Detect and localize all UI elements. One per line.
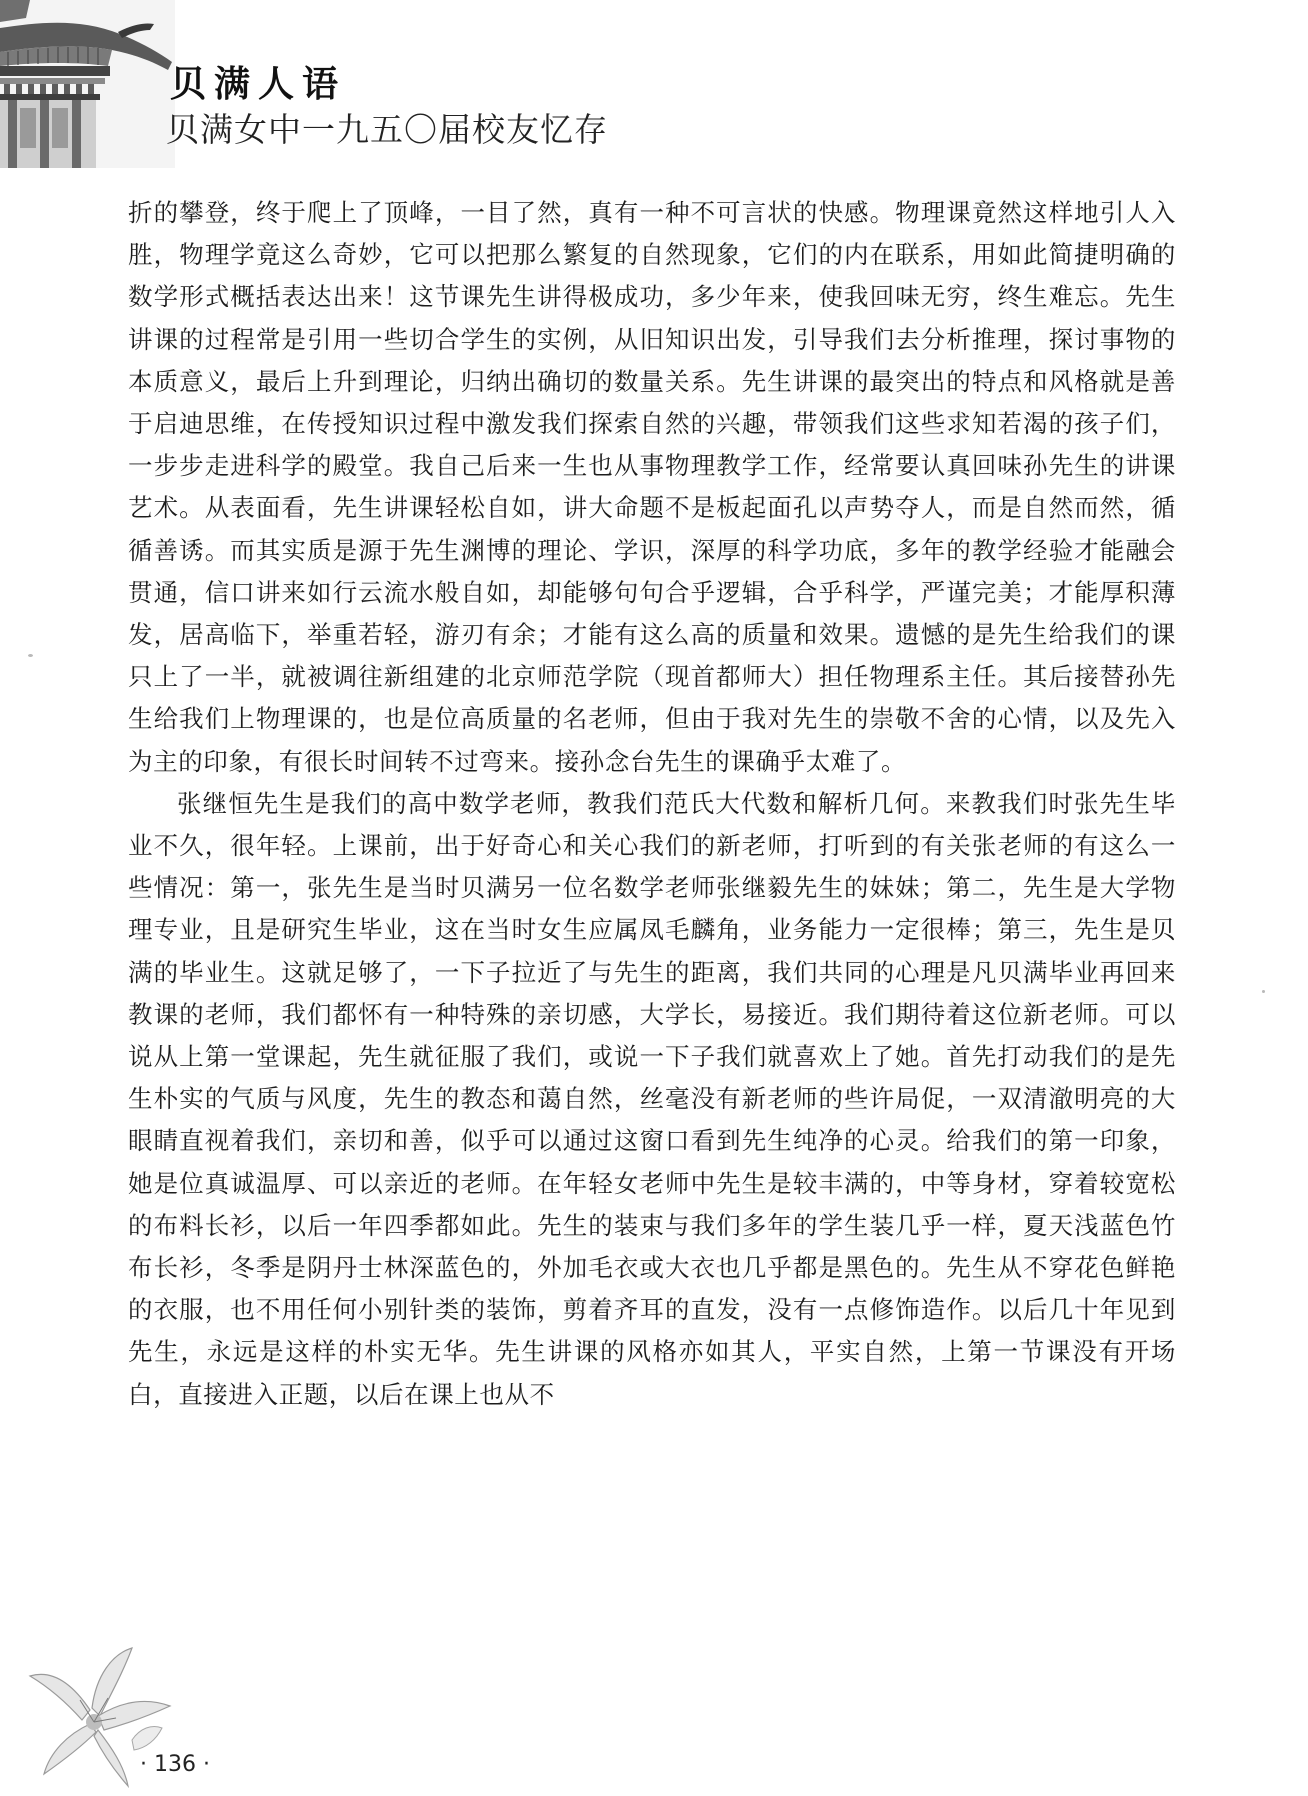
scan-speck bbox=[1262, 990, 1265, 993]
paragraph-2: 张继恒先生是我们的高中数学老师，教我们范氏大代数和解析几何。来教我们时张先生毕业不久，很年轻。上课前，出于好奇心和关心我们的新老师，打听到的有关张老师的有这么一些情况：第一，张先生是当时贝满另一位名数学老师张继毅先生的妹妹；第二，先生是大学物理专业，且是研究生毕业，这在当时女生应属凤毛麟角，业务能力一定很棒；第三，先生是贝满的毕业生。这就足够了，一下子拉近了与先生的距离，我们共同的心理是凡贝满毕业再回来教课的老师，我们都怀有一种特殊的亲切感，大学长，易接近。我们期待着这位新老师。可以说从上第一堂课起，先生就征服了我们，或说一下子我们就喜欢上了她。首先打动我们的是先生朴实的气质与风度，先生的教态和蔼自然，丝毫没有新老师的些许局促，一双清澈明亮的大眼睛直视着我们，亲切和善，似乎可以通过这窗口看到先生纯净的心灵。给我们的第一印象，她是位真诚温厚、可以亲近的老师。在年轻女老师中先生是较丰满的，中等身材，穿着较宽松的布料长衫，以后一年四季都如此。先生的装束与我们多年的学生装几乎一样，夏天浅蓝色竹布长衫，冬季是阴丹士林深蓝色的，外加毛衣或大衣也几乎都是黑色的。先生从不穿花色鲜艳的衣服，也不用任何小别针类的装饰，剪着齐耳的直发，没有一点修饰造作。以后几十年见到先生，永远是这样的朴实无华。先生讲课的风格亦如其人，平实自然，上第一节课没有开场白，直接进入正题，以后在课上也从不 bbox=[128, 788, 1176, 1409]
series-title: 贝满人语 bbox=[170, 64, 347, 105]
book-title: 贝满女中一九五〇届校友忆存 bbox=[166, 110, 608, 149]
page-number: · 136 · bbox=[140, 1752, 210, 1777]
page-header bbox=[0, 0, 1308, 170]
paragraph-1: 折的攀登，终于爬上了顶峰，一目了然，真有一种不可言状的快感。物理课竟然这样地引人入胜，物理学竟这么奇妙，它可以把那么繁复的自然现象，它们的内在联系，用如此简捷明确的数学形式概括表达出来！这节课先生讲得极成功，多少年来，使我回味无穷，终生难忘。先生讲课的过程常是引用一些切合学生的实例，从旧知识出发，引导我们去分析推理，探讨事物的本质意义，最后上升到理论，归纳出确切的数量关系。先生讲课的最突出的特点和风格就是善于启迪思维，在传授知识过程中激发我们探索自然的兴趣，带领我们这些求知若渴的孩子们，一步步走进科学的殿堂。我自己后来一生也从事物理教学工作，经常要认真回味孙先生的讲课艺术。从表面看，先生讲课轻松自如，讲大命题不是板起面孔以声势夺人，而是自然而然，循循善诱。而其实质是源于先生渊博的理论、学识，深厚的科学功底，多年的教学经验才能融会贯通，信口讲来如行云流水般自如，却能够句句合乎逻辑，合乎科学，严谨完美；才能厚积薄发，居高临下，举重若轻，游刃有余；才能有这么高的质量和效果。遗憾的是先生给我们的课只上了一半，就被调往新组建的北京师范学院（现首都师大）担任物理系主任。其后接替孙先生给我们上物理课的，也是位高质量的名老师，但由于我对先生的崇敬不舍的心情，以及先入为主的印象，有很长时间转不过弯来。接孙念台先生的课确乎太难了。 bbox=[128, 198, 1176, 776]
temple-roof-illustration bbox=[0, 0, 175, 168]
scan-speck bbox=[28, 654, 33, 657]
article-body bbox=[128, 192, 1176, 1416]
